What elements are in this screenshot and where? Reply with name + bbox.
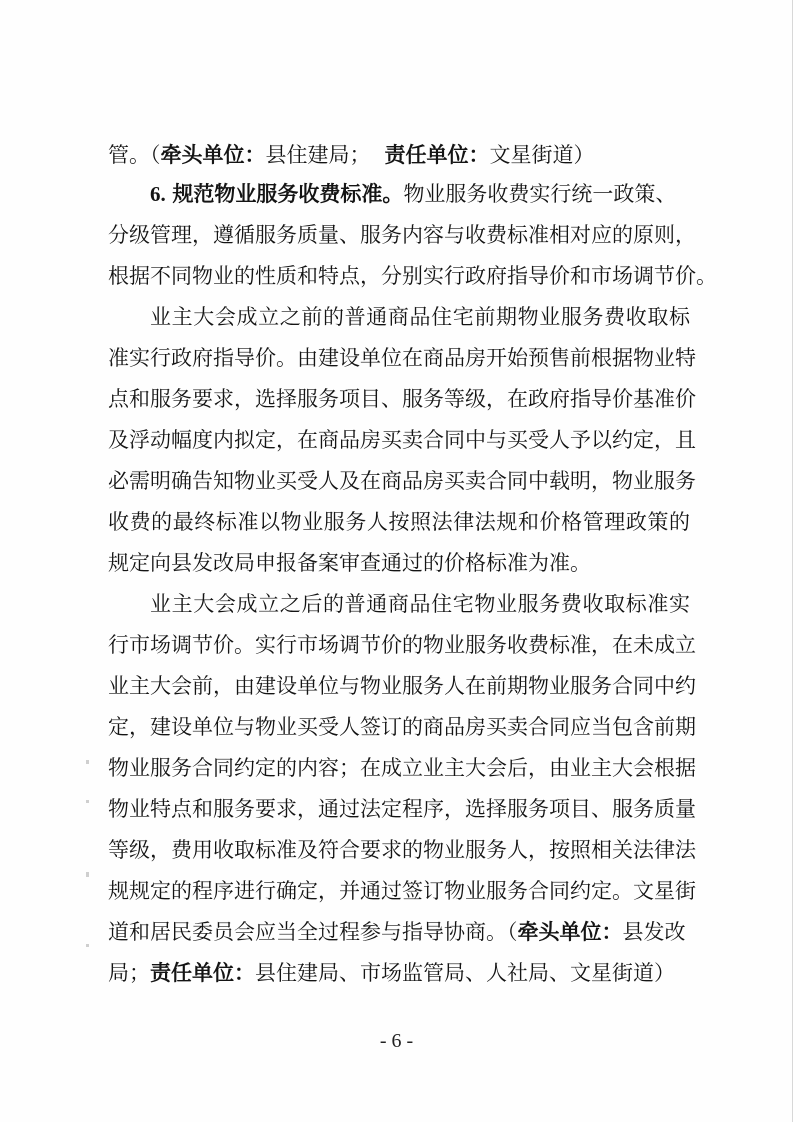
text-run: 道和居民委员会应当全过程参与指导协商。（	[108, 920, 518, 944]
text-run: 物业服务收费实行统一政策、	[403, 182, 677, 206]
text-line: 根据不同物业的性质和特点，分别实行政府指导价和市场调节价。	[108, 264, 717, 288]
text-line	[150, 177, 690, 211]
text-run: 局；	[108, 961, 150, 985]
item-heading: 规范物业服务收费标准。	[172, 182, 404, 206]
text-line	[108, 915, 690, 949]
text-line: 分级管理，遵循服务质量、服务内容与收费标准相对应的原则，	[108, 223, 696, 247]
text-line: 定，建设单位与物业买受人签订的商品房买卖合同应当包含前期	[108, 715, 696, 739]
bold-label-responsible-unit: 责任单位：	[150, 961, 255, 985]
text-line: 业主大会前，由建设单位与物业服务人在前期物业服务合同中约	[108, 674, 696, 698]
scan-mark	[86, 944, 89, 947]
text-line: 物业特点和服务要求，通过法定程序，选择服务项目、服务质量	[108, 797, 696, 821]
text-line: 及浮动幅度内拟定，在商品房买卖合同中与买受人予以约定，且	[108, 428, 696, 452]
text-line: 业主大会成立之前的普通商品住宅前期物业服务费收取标	[150, 305, 690, 329]
text-line: 点和服务要求，选择服务项目、服务等级，在政府指导价基准价	[108, 387, 696, 411]
text-run: 县住建局、市场监管局、人社局、文星街道）	[255, 961, 675, 985]
page-number: - 6 -	[379, 1030, 414, 1052]
scan-mark	[86, 800, 89, 803]
text-run: 县发改	[622, 920, 686, 944]
text-run: 县住建局；	[265, 143, 371, 167]
text-run: 文星街道）	[489, 143, 595, 167]
text-line: 规规定的程序进行确定，并通过签订物业服务合同约定。文星街	[108, 879, 696, 903]
scan-mark	[86, 872, 89, 877]
item-number: 6.	[150, 182, 166, 206]
text-line: 等级，费用收取标准及符合要求的物业服务人，按照相关法律法	[108, 838, 696, 862]
scan-mark	[86, 760, 89, 764]
bold-label-lead-unit: 牵头单位：	[517, 920, 623, 944]
text-run: 管。（	[108, 143, 161, 167]
text-line: 规定向县发改局申报备案审查通过的价格标准为准。	[108, 551, 591, 575]
text-line: 物业服务合同约定的内容；在成立业主大会后，由业主大会根据	[108, 756, 696, 780]
text-line	[108, 956, 690, 990]
text-line: 收费的最终标准以物业服务人按照法律法规和价格管理政策的	[108, 510, 690, 534]
text-line: 必需明确告知物业买受人及在商品房买卖合同中载明，物业服务	[108, 469, 696, 493]
text-line: 准实行政府指导价。由建设单位在商品房开始预售前根据物业特	[108, 346, 696, 370]
text-line	[108, 138, 690, 172]
bold-label-lead-unit: 牵头单位：	[160, 143, 266, 167]
bold-label-responsible-unit: 责任单位：	[384, 143, 490, 167]
text-line: 业主大会成立之后的普通商品住宅物业服务费收取标准实	[150, 592, 690, 616]
text-line: 行市场调节价。实行市场调节价的物业服务收费标准，在未成立	[108, 633, 696, 657]
